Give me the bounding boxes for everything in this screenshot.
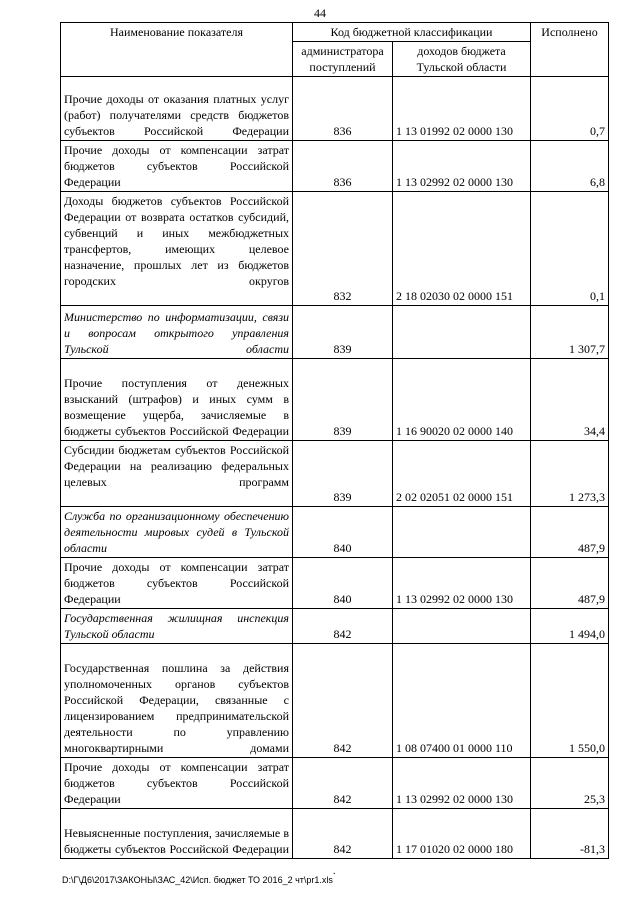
row-value: -81,3 — [531, 809, 609, 859]
table-row — [61, 609, 609, 644]
row-name: Прочие доходы от компенсации затрат бюджетов субъектов Российской Федерации — [61, 141, 293, 192]
row-name: Государственная жилищная инспекция Тульской области — [61, 609, 293, 644]
table-row — [61, 192, 609, 306]
row-revenue-code: 2 18 02030 02 0000 151 — [393, 192, 531, 306]
stray-dot: . — [333, 866, 336, 877]
row-revenue-code: 1 13 01992 02 0000 130 — [393, 77, 531, 141]
table-row — [61, 809, 609, 859]
row-admin-code: 840 — [293, 558, 393, 609]
row-revenue-code — [393, 609, 531, 644]
table-row — [61, 507, 609, 558]
row-value: 487,9 — [531, 507, 609, 558]
row-value: 1 273,3 — [531, 441, 609, 507]
row-revenue-code: 1 08 07400 01 0000 110 — [393, 644, 531, 758]
table-row — [61, 359, 609, 441]
row-value: 487,9 — [531, 558, 609, 609]
table-row — [61, 758, 609, 809]
row-name: Прочие доходы от компенсации затрат бюджетов субъектов Российской Федерации — [61, 758, 293, 809]
header-executed: Исполнено — [531, 23, 609, 77]
table-row — [61, 441, 609, 507]
row-admin-code: 842 — [293, 809, 393, 859]
row-admin-code: 839 — [293, 441, 393, 507]
row-admin-code: 842 — [293, 758, 393, 809]
row-name: Прочие поступления от денежных взысканий (штрафов) и иных сумм в возмещение ущерба, зачисляемые в бюджеты субъектов Российской Федерации — [61, 359, 293, 441]
header-admin: администратора поступлений — [293, 42, 393, 77]
row-revenue-code: 1 13 02992 02 0000 130 — [393, 141, 531, 192]
row-value: 1 307,7 — [531, 306, 609, 359]
row-name: Прочие доходы от компенсации затрат бюджетов субъектов Российской Федерации — [61, 558, 293, 609]
row-admin-code: 842 — [293, 644, 393, 758]
table-row — [61, 558, 609, 609]
row-name: Доходы бюджетов субъектов Российской Федерации от возврата остатков субсидий, субвенций и иных межбюджетных трансфертов, имеющих целевое назначение, прошлых лет из бюджетов городских округов — [61, 192, 293, 306]
row-admin-code: 839 — [293, 359, 393, 441]
row-value: 0,1 — [531, 192, 609, 306]
header-revenue: доходов бюджета Тульской области — [393, 42, 531, 77]
header-code-group: Код бюджетной классификации — [293, 23, 531, 42]
row-revenue-code: 2 02 02051 02 0000 151 — [393, 441, 531, 507]
budget-table — [60, 22, 609, 859]
row-admin-code: 836 — [293, 141, 393, 192]
row-name: Государственная пошлина за действия уполномоченных органов субъектов Российской Федерации, связанные с лицензированием предпринимательской деятельности по управлению многоквартирными домами — [61, 644, 293, 758]
row-revenue-code — [393, 507, 531, 558]
row-name: Министерство по информатизации, связи и вопросам открытого управления Тульской области — [61, 306, 293, 359]
row-revenue-code: 1 13 02992 02 0000 130 — [393, 758, 531, 809]
header-row-top — [61, 23, 609, 42]
table-row — [61, 141, 609, 192]
row-admin-code: 840 — [293, 507, 393, 558]
table-row — [61, 306, 609, 359]
row-revenue-code: 1 16 90020 02 0000 140 — [393, 359, 531, 441]
footer-file-path: D:\Г\Д6\2017\ЗАКОНЫ\ЗАС_42\Исп. бюджет ТО 2016_2 чт\pr1.xls — [62, 875, 333, 885]
row-admin-code: 842 — [293, 609, 393, 644]
table-row — [61, 77, 609, 141]
row-admin-code: 832 — [293, 192, 393, 306]
row-name: Служба по организационному обеспечению деятельности мировых судей в Тульской области — [61, 507, 293, 558]
row-revenue-code: 1 17 01020 02 0000 180 — [393, 809, 531, 859]
row-name: Субсидии бюджетам субъектов Российской Федерации на реализацию федеральных целевых программ — [61, 441, 293, 507]
row-revenue-code — [393, 306, 531, 359]
row-value: 34,4 — [531, 359, 609, 441]
row-value: 6,8 — [531, 141, 609, 192]
row-value: 0,7 — [531, 77, 609, 141]
page-number: 44 — [314, 6, 326, 20]
row-value: 1 550,0 — [531, 644, 609, 758]
row-value: 1 494,0 — [531, 609, 609, 644]
row-admin-code: 839 — [293, 306, 393, 359]
row-name: Прочие доходы от оказания платных услуг (работ) получателями средств бюджетов субъектов Российской Федерации — [61, 77, 293, 141]
row-admin-code: 836 — [293, 77, 393, 141]
table-row — [61, 644, 609, 758]
row-value: 25,3 — [531, 758, 609, 809]
row-name: Невыясненные поступления, зачисляемые в бюджеты субъектов Российской Федерации — [61, 809, 293, 859]
header-name: Наименование показателя — [61, 23, 293, 77]
row-revenue-code: 1 13 02992 02 0000 130 — [393, 558, 531, 609]
